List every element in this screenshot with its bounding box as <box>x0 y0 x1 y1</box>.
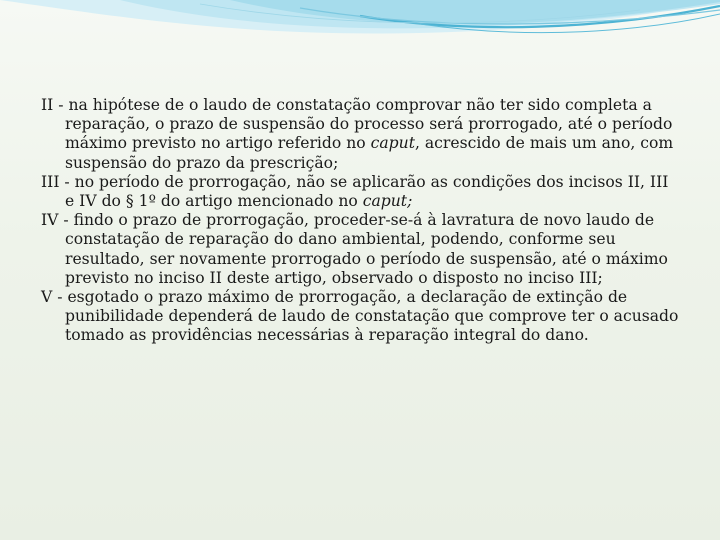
paragraph-text: III - no período de prorrogação, não se aplicarão as condições dos incisos II, III e IV do § 1º do artigo mencionado no <box>41 172 669 211</box>
legal-paragraph <box>41 211 681 288</box>
italic-term: caput <box>370 134 415 153</box>
paragraph-text: , acrescido de mais um ano, com suspensão do prazo da prescrição; <box>65 134 674 172</box>
legal-paragraph <box>41 288 681 346</box>
paragraph-text: V - esgotado o prazo máximo de prorrogação, a declaração de extinção de punibilidade dependerá de laudo de constatação que comprove ter o acusado tomado as providências necessárias à reparação integral do dano. <box>41 288 679 345</box>
legal-text-body <box>41 96 681 346</box>
italic-term: caput; <box>362 192 413 211</box>
paragraph-text: II - na hipótese de o laudo de constatação comprovar não ter sido completa a reparação, o prazo de suspensão do processo será prorrogado, até o período máximo previsto no artigo referido no <box>41 96 673 153</box>
paragraph-text: IV - findo o prazo de prorrogação, proceder-se-á à lavratura de novo laudo de constatação de reparação do dano ambiental, podendo, conforme seu resultado, ser novamente prorrogado o período de suspensão, até o máximo previsto no inciso II deste artigo, observado o disposto no inciso III; <box>41 211 668 287</box>
legal-paragraph <box>41 96 681 173</box>
header-wave-decoration <box>0 0 720 70</box>
legal-paragraph <box>41 173 681 211</box>
